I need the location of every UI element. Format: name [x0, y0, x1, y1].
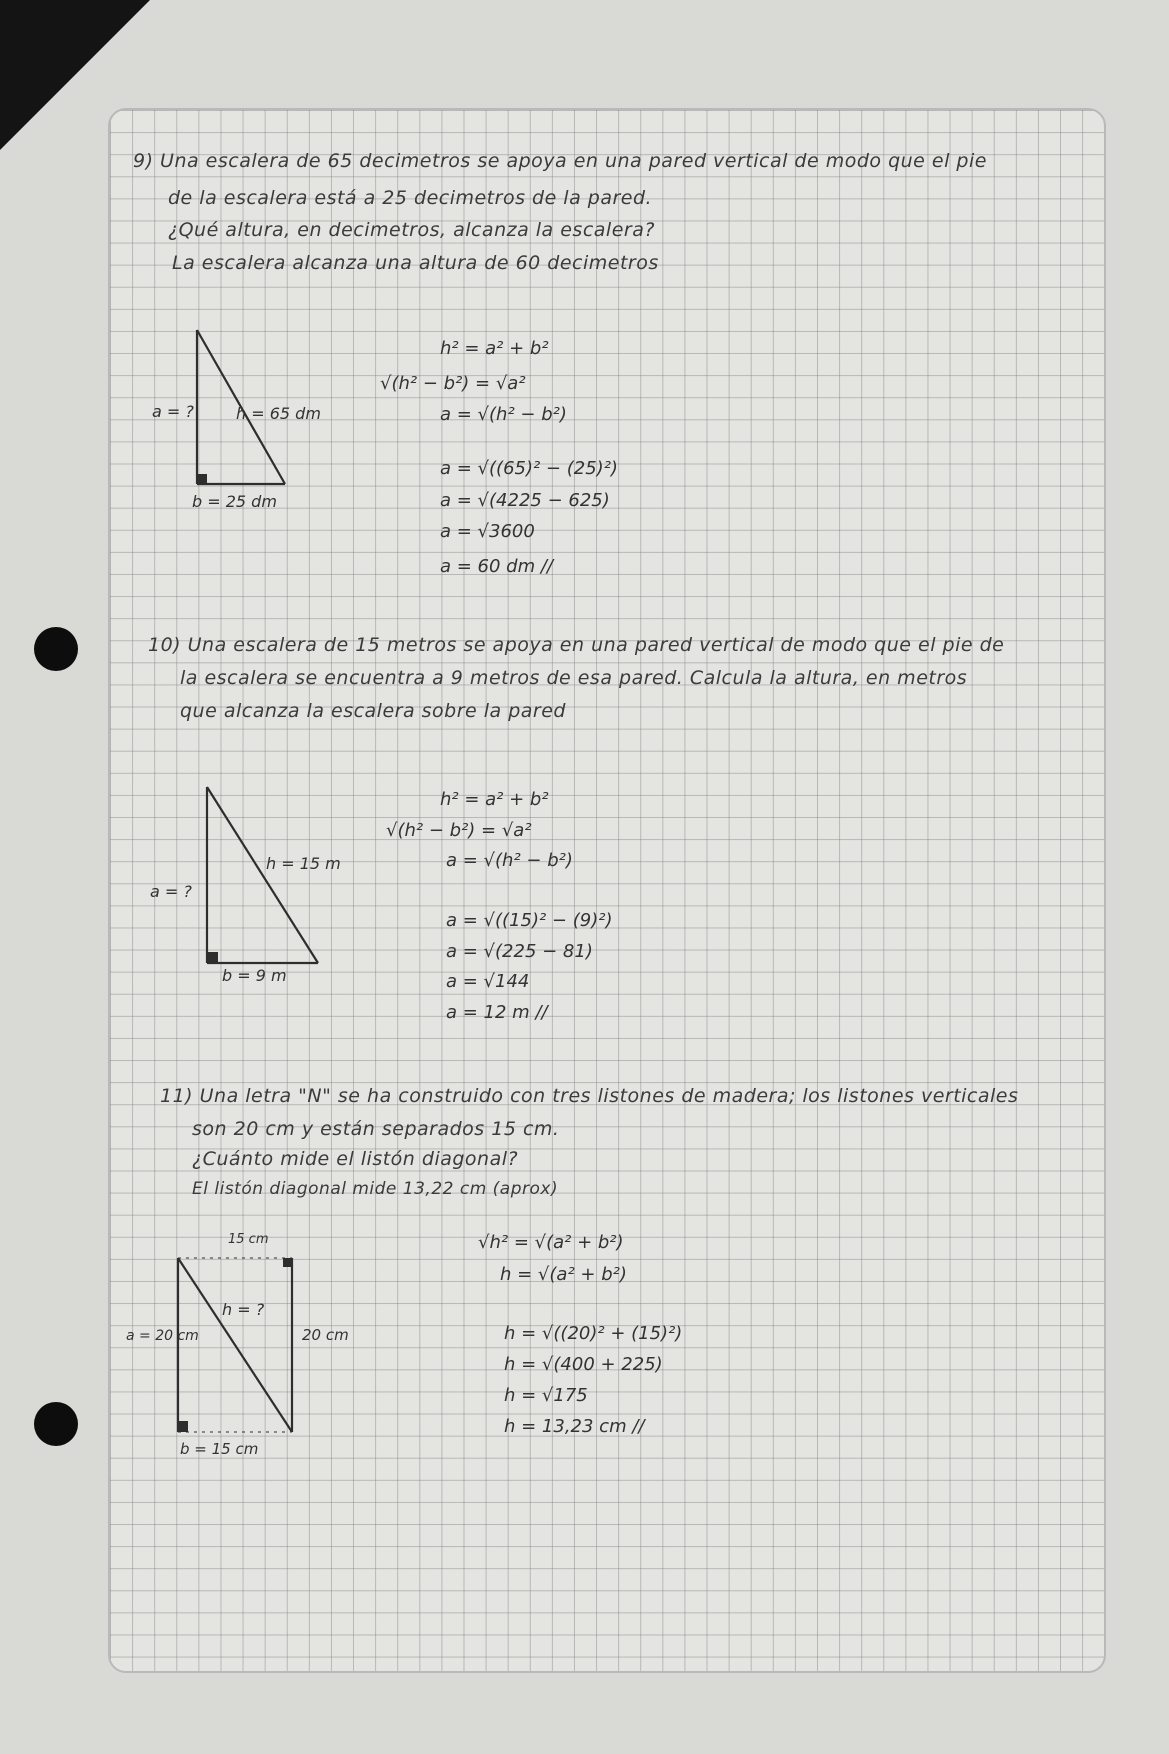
problem-10-step-4: a = √((15)² − (9)²) [446, 910, 613, 931]
problem-9-answer: La escalera alcanza una altura de 60 decimetros [172, 252, 659, 274]
problem-10-step-2: √(h² − b²) = √a² [386, 820, 532, 841]
problem-11-letter-n [178, 1258, 292, 1432]
problem-10-label-h: h = 15 m [266, 854, 341, 873]
problem-11-right-angle-mark-top [283, 1258, 292, 1267]
problem-10-line-1: 10) Una escalera de 15 metros se apoya en una pared vertical de modo que el pie de [148, 634, 1005, 656]
problem-9-label-b: b = 25 dm [192, 492, 277, 511]
problem-11-label-top: 15 cm [228, 1232, 269, 1247]
problem-9-right-angle-mark [197, 474, 207, 484]
problem-11-line-1: 11) Una letra "N" se ha construido con tres listones de madera; los listones verticales [160, 1085, 1019, 1107]
problem-9-step-4: a = √((65)² − (25)²) [440, 458, 618, 479]
problem-11-line-2: son 20 cm y están separados 15 cm. [192, 1118, 560, 1140]
problem-11-line-3: ¿Cuánto mide el listón diagonal? [192, 1148, 519, 1170]
problem-10-step-5: a = √(225 − 81) [446, 941, 593, 962]
problem-11-step-5: h = √175 [504, 1385, 588, 1406]
problem-9-step-3: a = √(h² − b²) [440, 404, 567, 425]
problem-10-line-2: la escalera se encuentra a 9 metros de esa pared. Calcula la altura, en metros [180, 667, 968, 689]
problem-9-label-a: a = ? [152, 402, 194, 421]
problem-11-step-4: h = √(400 + 225) [504, 1354, 663, 1375]
problem-9-step-7: a = 60 dm // [440, 556, 553, 577]
problem-11-label-h: h = ? [222, 1300, 265, 1319]
problem-9-line-1: 9) Una escalera de 65 decimetros se apoya en una pared vertical de modo que el pie [133, 150, 987, 172]
problem-11-step-3: h = √((20)² + (15)²) [504, 1323, 683, 1344]
problem-9-triangle [197, 330, 285, 484]
problem-10-step-7: a = 12 m // [446, 1002, 548, 1023]
problem-11-step-2: h = √(a² + b²) [500, 1264, 627, 1285]
problem-9-line-3: ¿Qué altura, en decimetros, alcanza la escalera? [168, 219, 655, 241]
problem-9-step-6: a = √3600 [440, 521, 535, 542]
problem-9-label-h: h = 65 dm [236, 404, 321, 423]
problem-10-label-b: b = 9 m [222, 966, 287, 985]
problem-9-line-2: de la escalera está a 25 decimetros de la pared. [168, 187, 653, 209]
problem-9-step-5: a = √(4225 − 625) [440, 490, 610, 511]
problem-11-label-b: b = 15 cm [180, 1440, 259, 1458]
problem-10-step-1: h² = a² + b² [440, 789, 549, 810]
problem-11-answer: El listón diagonal mide 13,22 cm (aprox) [192, 1179, 559, 1199]
problem-10-step-3: a = √(h² − b²) [446, 850, 573, 871]
problem-10-right-angle-mark [207, 952, 218, 963]
problem-11-step-6: h = 13,23 cm // [504, 1416, 645, 1437]
problem-11-label-a: a = 20 cm [126, 1328, 199, 1344]
problem-10-line-3: que alcanza la escalera sobre la pared [180, 700, 566, 722]
problem-11-right-angle-mark-bottom [178, 1421, 188, 1432]
problem-10-step-6: a = √144 [446, 971, 530, 992]
problem-10-triangle [207, 787, 318, 963]
problem-11-step-1: √h² = √(a² + b²) [478, 1232, 624, 1253]
problem-9-step-2: √(h² − b²) = √a² [380, 373, 526, 394]
problem-10-label-a: a = ? [150, 882, 192, 901]
problem-11-label-right: 20 cm [302, 1326, 349, 1344]
problem-9-step-1: h² = a² + b² [440, 338, 549, 359]
